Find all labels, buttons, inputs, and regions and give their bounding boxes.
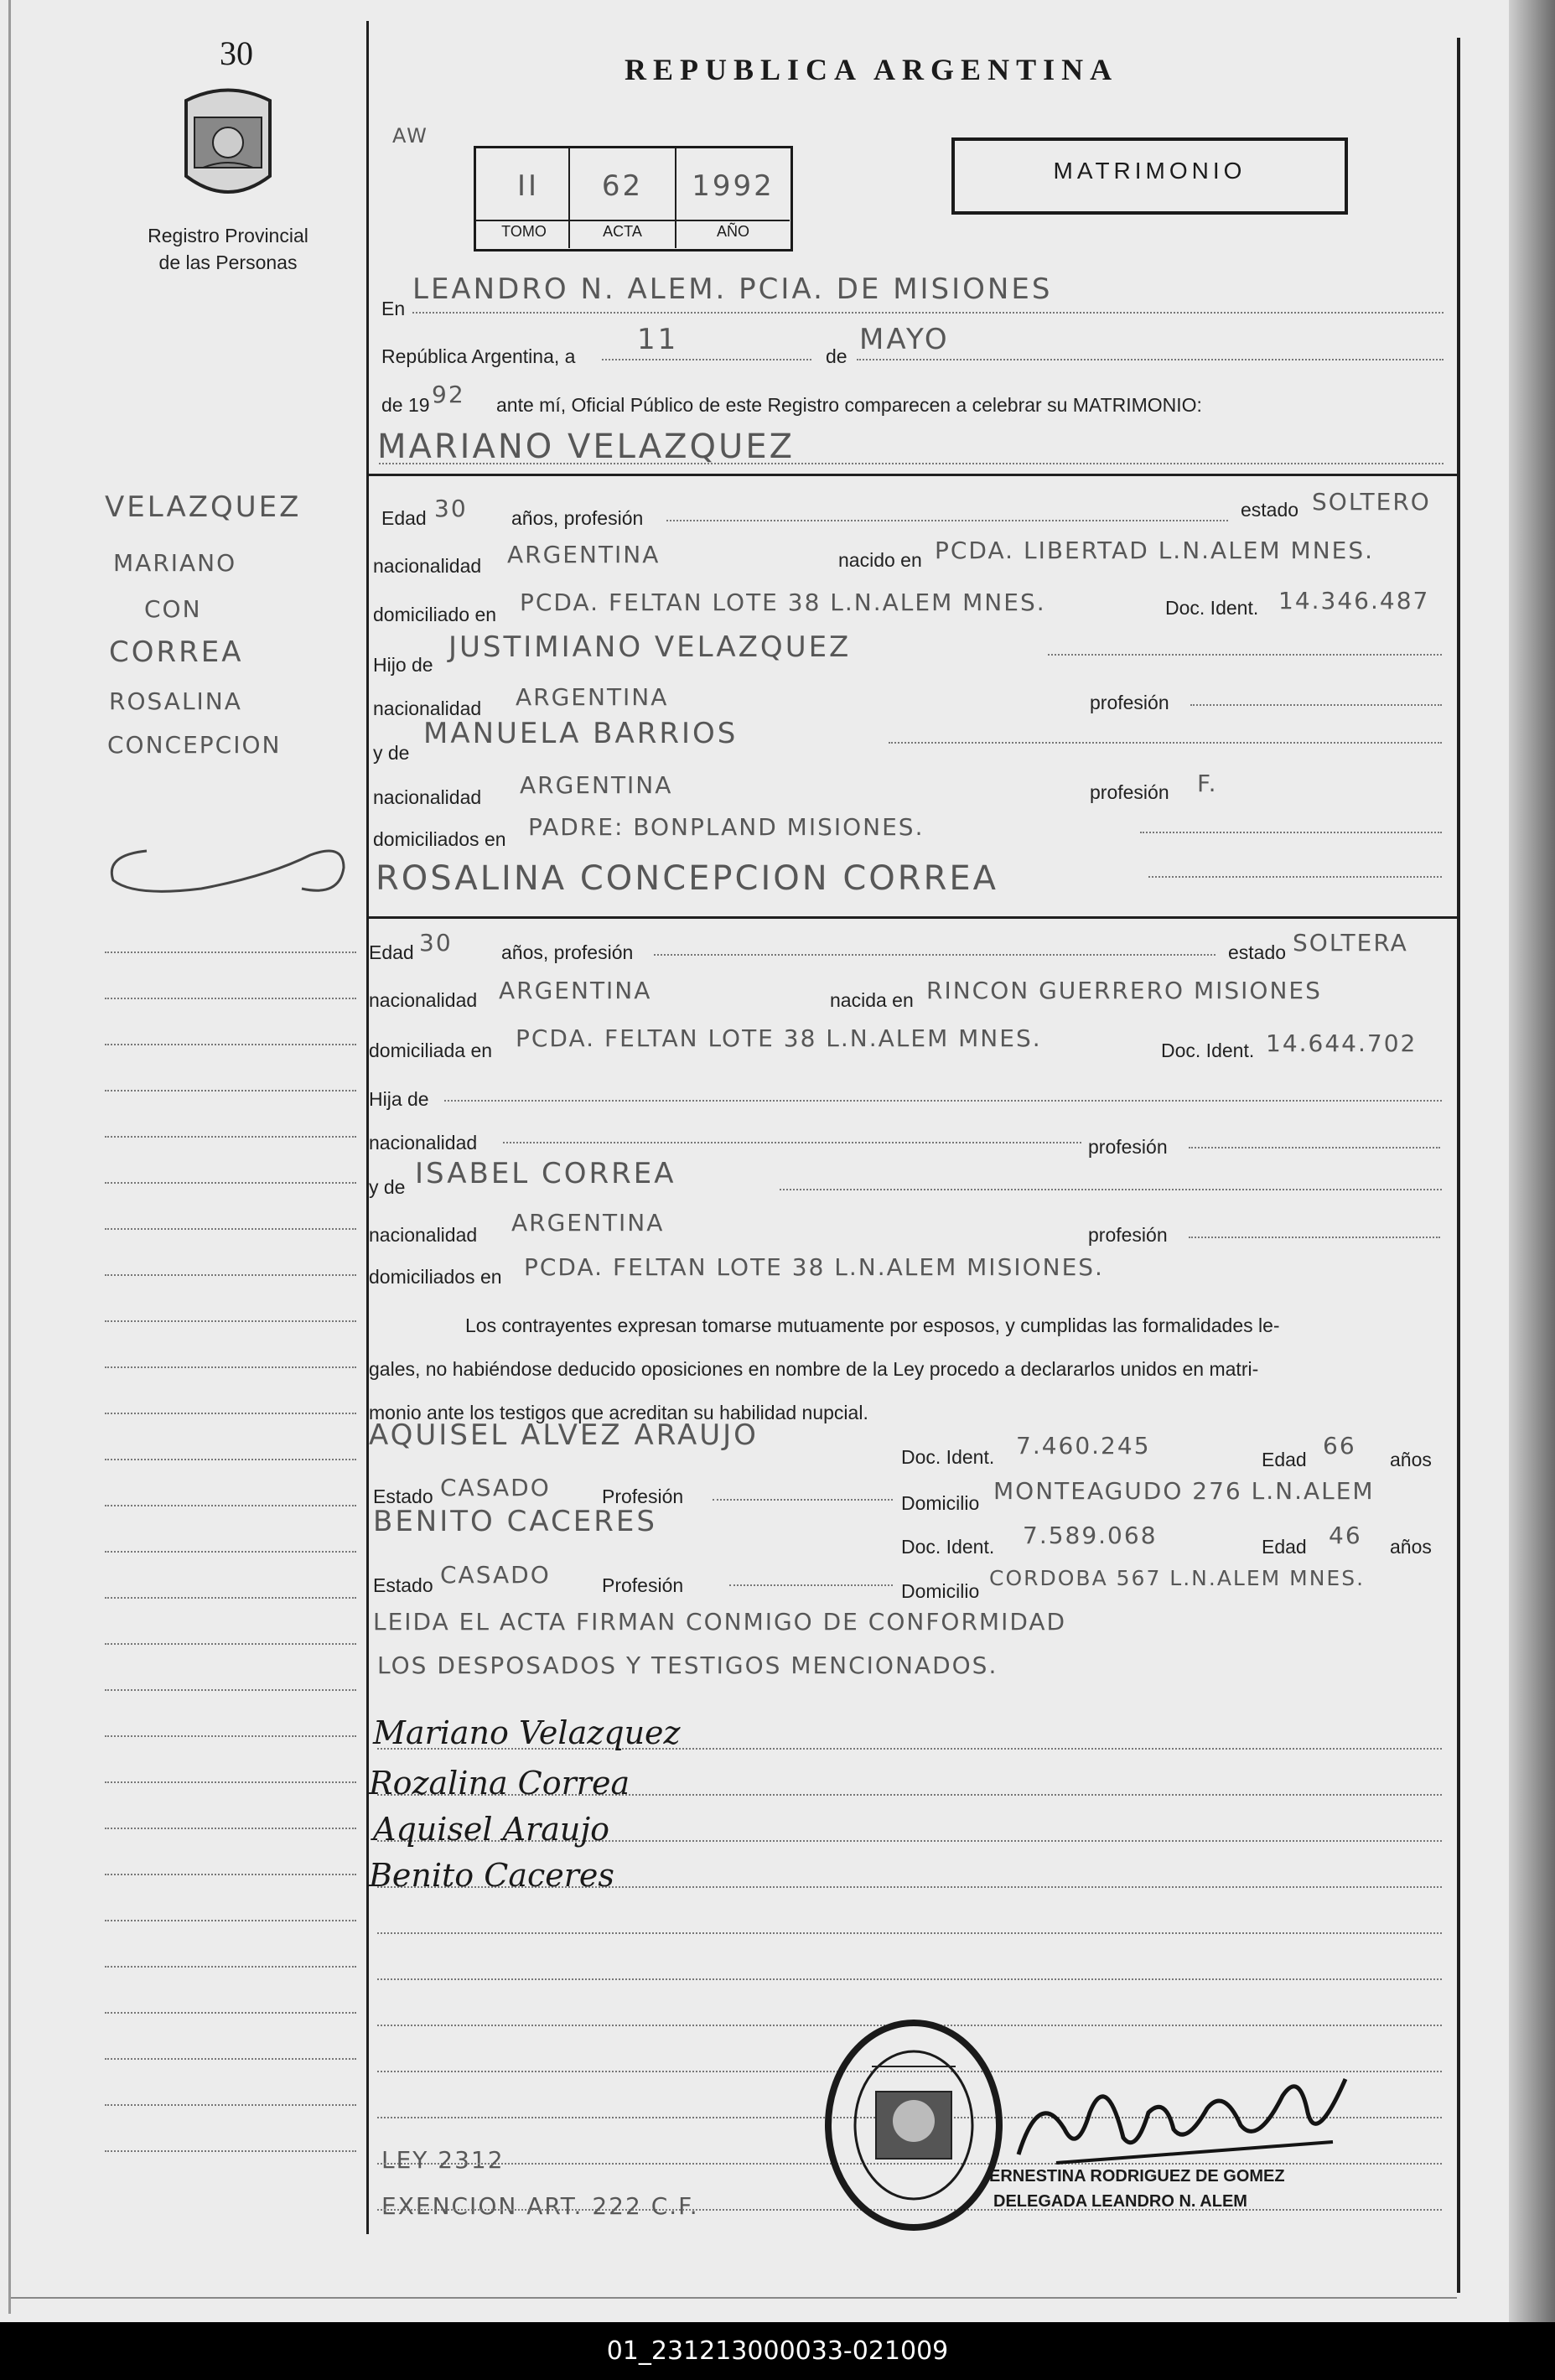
margin-line-3: CON bbox=[144, 595, 202, 623]
groom-parents-dom-label: domiciliados en bbox=[373, 828, 506, 850]
witness2-doc-label: Doc. Ident. bbox=[901, 1536, 995, 1558]
margin-ruled-line bbox=[105, 1136, 356, 1138]
margin-line-5: ROSALINA bbox=[109, 687, 242, 715]
page-bottom-edge bbox=[11, 2297, 1457, 2299]
bride-anos-label: años, profesión bbox=[501, 941, 634, 963]
margin-ruled-line bbox=[105, 1505, 356, 1506]
declaration-line-2: gales, no habiéndose deducido oposiciones en nombre de la Ley procedo a declararlos unidos en matri- bbox=[369, 1358, 1259, 1380]
groom-estado: SOLTERO bbox=[1312, 488, 1431, 516]
fill-line bbox=[412, 312, 1444, 314]
margin-line-4: CORREA bbox=[109, 635, 244, 669]
declaration-line-3: monio ante los testigos que acreditan su habilidad nupcial. bbox=[369, 1402, 868, 1423]
margin-ruled-line bbox=[105, 1966, 356, 1968]
bride-nacida-label: nacida en bbox=[830, 989, 914, 1011]
ref-label-line bbox=[475, 220, 790, 221]
bride-mother: ISABEL CORREA bbox=[415, 1157, 676, 1190]
signature-witness-1: Aquisel Araujo bbox=[373, 1811, 610, 1848]
bride-dom-label: domiciliada en bbox=[369, 1040, 493, 1061]
groom-father-nac-label: nacionalidad bbox=[373, 697, 482, 719]
bride-name-heading: ROSALINA CONCEPCION CORREA bbox=[376, 859, 998, 898]
fill-line bbox=[379, 463, 1444, 464]
fill-line bbox=[602, 359, 811, 360]
day-value: 11 bbox=[637, 323, 679, 356]
groom-mother-prof: F. bbox=[1197, 770, 1218, 797]
witness1-doc: 7.460.245 bbox=[1016, 1432, 1151, 1460]
bride-mother-nac-label: nacionalidad bbox=[369, 1224, 478, 1246]
margin-line-1: VELAZQUEZ bbox=[105, 490, 302, 524]
groom-mother-nac-label: nacionalidad bbox=[373, 786, 482, 808]
bride-doc-label: Doc. Ident. bbox=[1161, 1040, 1255, 1061]
witness1-anos-label: años bbox=[1390, 1449, 1432, 1470]
witness2-anos-label: años bbox=[1390, 1536, 1432, 1558]
margin-ruled-line bbox=[105, 1320, 356, 1322]
bride-parents-dom: PCDA. FELTAN LOTE 38 L.N.ALEM MISIONES. bbox=[524, 1253, 1104, 1281]
groom-parents-dom: PADRE: BONPLAND MISIONES. bbox=[528, 813, 925, 841]
margin-ruled-line bbox=[105, 2104, 356, 2106]
margin-ruled-line bbox=[105, 1597, 356, 1599]
ano-label: AÑO bbox=[716, 223, 749, 240]
signature-bride: Rozalina Correa bbox=[369, 1765, 630, 1802]
bride-mother-nac: ARGENTINA bbox=[511, 1209, 665, 1237]
initials: AW bbox=[392, 124, 428, 148]
bride-estado-label: estado bbox=[1228, 941, 1287, 963]
year-prefix: de 19 bbox=[381, 394, 430, 416]
page-number: 30 bbox=[220, 34, 253, 72]
witness2-age: 46 bbox=[1329, 1522, 1362, 1549]
acta-label: ACTA bbox=[603, 223, 642, 240]
page-left-edge bbox=[8, 0, 11, 2314]
groom-anos-label: años, profesión bbox=[511, 507, 644, 529]
margin-ruled-line bbox=[105, 2058, 356, 2060]
bride-father-prof-label: profesión bbox=[1088, 1136, 1168, 1158]
signature-groom: Mariano Velazquez bbox=[373, 1714, 681, 1751]
witness1-name: AQUISEL ALVEZ ARAUJO bbox=[369, 1418, 759, 1452]
bride-edad-label: Edad bbox=[369, 941, 414, 963]
margin-ruled-line bbox=[105, 1228, 356, 1230]
groom-mother: MANUELA BARRIOS bbox=[423, 717, 739, 750]
fill-line bbox=[654, 954, 1215, 956]
year-suffix: 92 bbox=[432, 381, 465, 408]
margin-ruled-line bbox=[105, 1090, 356, 1091]
ano-value: 1992 bbox=[692, 169, 775, 203]
groom-name-heading: MARIANO VELAZQUEZ bbox=[377, 428, 795, 466]
margin-flourish-icon bbox=[101, 838, 352, 905]
de-label: de bbox=[826, 345, 847, 367]
witness1-edad-label: Edad bbox=[1262, 1449, 1307, 1470]
bride-parents-dom-label: domiciliados en bbox=[369, 1266, 502, 1288]
republica-label: República Argentina, a bbox=[381, 345, 576, 367]
section-divider bbox=[366, 474, 1457, 476]
section-divider bbox=[366, 916, 1457, 919]
bride-nac-label: nacionalidad bbox=[369, 989, 478, 1011]
witness2-doc: 7.589.068 bbox=[1023, 1522, 1158, 1549]
margin-footer-2: EXENCION ART. 222 C.F. bbox=[381, 2192, 699, 2220]
groom-nacido: PCDA. LIBERTAD L.N.ALEM MNES. bbox=[935, 537, 1375, 564]
witness2-domicilio: CORDOBA 567 L.N.ALEM MNES. bbox=[989, 1566, 1366, 1590]
margin-ruled-line bbox=[105, 1274, 356, 1276]
en-label: En bbox=[381, 298, 406, 319]
tomo-value: II bbox=[516, 169, 540, 203]
page-right-border bbox=[1457, 38, 1460, 2293]
groom-father: JUSTIMIANO VELAZQUEZ bbox=[448, 630, 852, 664]
margin-line-6: CONCEPCION bbox=[107, 731, 282, 759]
witness2-estado: CASADO bbox=[440, 1561, 551, 1589]
groom-mother-prof-label: profesión bbox=[1090, 781, 1169, 803]
bride-nacida: RINCON GUERRERO MISIONES bbox=[926, 977, 1322, 1004]
registry-name-line2: de las Personas bbox=[158, 251, 298, 273]
groom-yde-label: y de bbox=[373, 742, 410, 764]
bride-yde-label: y de bbox=[369, 1176, 406, 1198]
witness1-estado-label: Estado bbox=[373, 1486, 433, 1507]
bride-age: 30 bbox=[419, 929, 453, 957]
witness1-doc-label: Doc. Ident. bbox=[901, 1446, 995, 1468]
groom-nacido-label: nacido en bbox=[838, 549, 922, 571]
act-type: MATRIMONIO bbox=[1053, 158, 1247, 184]
margin-ruled-line bbox=[105, 998, 356, 999]
witness1-prof-label: Profesión bbox=[602, 1486, 684, 1507]
bride-estado: SOLTERA bbox=[1293, 929, 1408, 957]
groom-father-nac: ARGENTINA bbox=[516, 683, 669, 711]
bride-nac2-label: nacionalidad bbox=[369, 1132, 478, 1154]
margin-ruled-line bbox=[105, 1182, 356, 1184]
fill-line bbox=[444, 1100, 1442, 1102]
margin-ruled-line bbox=[105, 1643, 356, 1645]
margin-ruled-line bbox=[105, 1689, 356, 1691]
margin-ruled-line bbox=[105, 1828, 356, 1829]
official-title: DELEGADA LEANDRO N. ALEM bbox=[993, 2192, 1247, 2211]
groom-estado-label: estado bbox=[1241, 499, 1299, 521]
registry-name-line1: Registro Provincial bbox=[148, 225, 308, 246]
official-signature-icon bbox=[1006, 2062, 1358, 2180]
bride-hija-label: Hija de bbox=[369, 1088, 429, 1110]
margin-ruled-line bbox=[105, 1920, 356, 1921]
witness1-domicilio: MONTEAGUDO 276 L.N.ALEM bbox=[993, 1477, 1375, 1505]
book-binding-edge bbox=[1509, 0, 1555, 2322]
closing-line-1: LEIDA EL ACTA FIRMAN CONMIGO DE CONFORMIDAD bbox=[373, 1608, 1067, 1636]
fill-line bbox=[713, 1499, 893, 1501]
country-heading: REPUBLICA ARGENTINA bbox=[625, 53, 1119, 86]
witness2-estado-label: Estado bbox=[373, 1574, 433, 1596]
margin-line-2: MARIANO bbox=[113, 549, 237, 577]
province-seal-icon bbox=[178, 84, 278, 208]
fill-line bbox=[1048, 654, 1442, 656]
margin-ruled-line bbox=[105, 1413, 356, 1414]
month-value: MAYO bbox=[859, 323, 950, 356]
file-caption: 01_231213000033-021009 bbox=[0, 2322, 1555, 2380]
bride-nacionalidad: ARGENTINA bbox=[499, 977, 652, 1004]
witness2-edad-label: Edad bbox=[1262, 1536, 1307, 1558]
witness1-age: 66 bbox=[1323, 1432, 1356, 1460]
fill-line bbox=[780, 1189, 1442, 1190]
witness2-dom-label: Domicilio bbox=[901, 1580, 980, 1602]
bride-domicilio: PCDA. FELTAN LOTE 38 L.N.ALEM MNES. bbox=[516, 1024, 1042, 1052]
groom-nacionalidad: ARGENTINA bbox=[507, 541, 661, 568]
margin-ruled-line bbox=[105, 2012, 356, 2014]
groom-mother-nac: ARGENTINA bbox=[520, 771, 673, 799]
groom-nac-label: nacionalidad bbox=[373, 555, 482, 577]
groom-age: 30 bbox=[434, 495, 468, 522]
tomo-label: TOMO bbox=[501, 223, 547, 240]
margin-ruled-line bbox=[105, 1551, 356, 1553]
witness1-dom-label: Domicilio bbox=[901, 1492, 980, 1514]
groom-doc-label: Doc. Ident. bbox=[1165, 597, 1259, 619]
fill-line bbox=[1189, 1237, 1440, 1238]
margin-ruled-line bbox=[105, 1366, 356, 1368]
witness1-estado: CASADO bbox=[440, 1474, 551, 1501]
fill-line bbox=[889, 742, 1442, 744]
column-divider bbox=[366, 21, 369, 2234]
witness2-name: BENITO CACERES bbox=[373, 1505, 657, 1538]
margin-ruled-line bbox=[105, 1781, 356, 1783]
ruled-line bbox=[377, 1932, 1442, 1934]
ruled-line bbox=[377, 1978, 1442, 1980]
fill-line bbox=[1189, 1147, 1440, 1149]
groom-dom-label: domiciliado en bbox=[373, 604, 497, 625]
official-name: ERNESTINA RODRIGUEZ DE GOMEZ bbox=[989, 2167, 1285, 2186]
fill-line bbox=[1140, 832, 1442, 833]
margin-ruled-line bbox=[105, 1735, 356, 1737]
bride-doc: 14.644.702 bbox=[1266, 1029, 1418, 1057]
fill-line bbox=[503, 1142, 1081, 1143]
fill-line bbox=[1148, 876, 1442, 878]
closing-line-2: LOS DESPOSADOS Y TESTIGOS MENCIONADOS. bbox=[377, 1651, 998, 1679]
margin-ruled-line bbox=[105, 951, 356, 953]
fill-line bbox=[857, 359, 1444, 360]
intro-statement: ante mí, Oficial Público de este Registro comparecen a celebrar su MATRIMONIO: bbox=[496, 394, 1202, 416]
declaration-line-1: Los contrayentes expresan tomarse mutuamente por esposos, y cumplidas las formalidades le- bbox=[465, 1314, 1280, 1336]
margin-ruled-line bbox=[105, 1459, 356, 1460]
official-stamp-icon bbox=[822, 2016, 1006, 2234]
margin-ruled-line bbox=[105, 1874, 356, 1875]
margin-ruled-line bbox=[105, 1044, 356, 1045]
fill-line bbox=[666, 520, 1228, 521]
groom-hijo-label: Hijo de bbox=[373, 654, 433, 676]
fill-line bbox=[1190, 704, 1442, 706]
acta-value: 62 bbox=[601, 169, 644, 203]
groom-domicilio: PCDA. FELTAN LOTE 38 L.N.ALEM MNES. bbox=[520, 589, 1046, 616]
place-value: LEANDRO N. ALEM. PCIA. DE MISIONES bbox=[412, 272, 1053, 306]
witness2-prof-label: Profesión bbox=[602, 1574, 684, 1596]
signature-witness-2: Benito Caceres bbox=[369, 1857, 614, 1894]
groom-doc: 14.346.487 bbox=[1278, 587, 1430, 614]
bride-mother-prof-label: profesión bbox=[1088, 1224, 1168, 1246]
groom-father-prof-label: profesión bbox=[1090, 692, 1169, 713]
fill-line bbox=[729, 1584, 893, 1586]
margin-footer-1: LEY 2312 bbox=[381, 2146, 505, 2174]
margin-ruled-line bbox=[105, 2150, 356, 2152]
groom-edad-label: Edad bbox=[381, 507, 427, 529]
